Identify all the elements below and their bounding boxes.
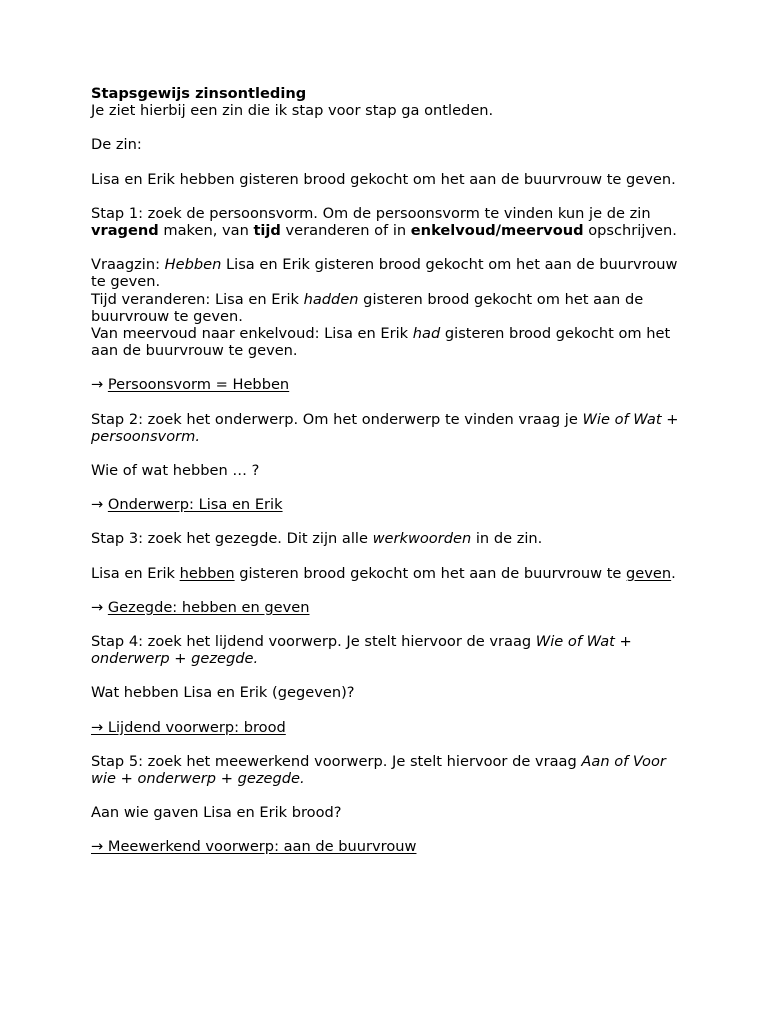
intro-text: Je ziet hierbij een zin die ik stap voor stap ga ontleden. [91,102,494,120]
arrow-icon: → [91,496,108,514]
arrow-icon: → [91,376,108,394]
result-onderwerp: → Onderwerp: Lisa en Erik [91,496,283,514]
step2-text: Stap 2: zoek het onderwerp. Om het onderwerp te vinden vraag je Wie of Wat + persoonsvorm. [91,410,679,445]
example-sentence: Lisa en Erik hebben gisteren brood gekocht om het aan de buurvrouw te geven. [91,170,676,188]
document-title: Stapsgewijs zinsontleding [91,85,307,102]
question-step4: Wat hebben Lisa en Erik (gegeven)? [91,684,355,702]
de-zin-label: De zin: [91,136,142,154]
step4-text: Stap 4: zoek het lijdend voorwerp. Je stelt hiervoor de vraag Wie of Wat + onderwerp + gezegde. [91,633,632,668]
meervoud-line: Van meervoud naar enkelvoud: Lisa en Erik had gisteren brood gekocht om het aan de buurvrouw te geven. [91,325,671,360]
result-persoonsvorm: → Persoonsvorm = Hebben [91,376,290,394]
document-body [91,85,691,856]
step1-text: Stap 1: zoek de persoonsvorm. Om de persoonsvorm te vinden kun je de zin vragend maken, van tijd veranderen of in enkelvoud/meervoud opschrijven. [91,204,677,240]
result-meewerkend-voorwerp: → Meewerkend voorwerp: aan de buurvrouw [91,838,417,856]
vraagzin-line: Vraagzin: Hebben Lisa en Erik gisteren brood gekocht om het aan de buurvrouw te geven. [91,256,678,291]
tijd-line: Tijd veranderen: Lisa en Erik hadden gisteren brood gekocht om het aan de buurvrouw te geven. [91,290,644,325]
arrow-icon: → [91,598,108,616]
question-step2: Wie of wat hebben … ? [91,462,260,480]
step3-text: Stap 3: zoek het gezegde. Dit zijn alle werkwoorden in de zin. [91,530,543,548]
result-lijdend-voorwerp: → Lijdend voorwerp: brood [91,718,286,736]
question-step5: Aan wie gaven Lisa en Erik brood? [91,804,342,822]
step5-text: Stap 5: zoek het meewerkend voorwerp. Je stelt hiervoor de vraag Aan of Voor wie + onderwerp + gezegde. [91,752,666,788]
result-gezegde: → Gezegde: hebben en geven [91,598,310,616]
sentence-step3: Lisa en Erik hebben gisteren brood gekocht om het aan de buurvrouw te geven. [91,564,676,582]
